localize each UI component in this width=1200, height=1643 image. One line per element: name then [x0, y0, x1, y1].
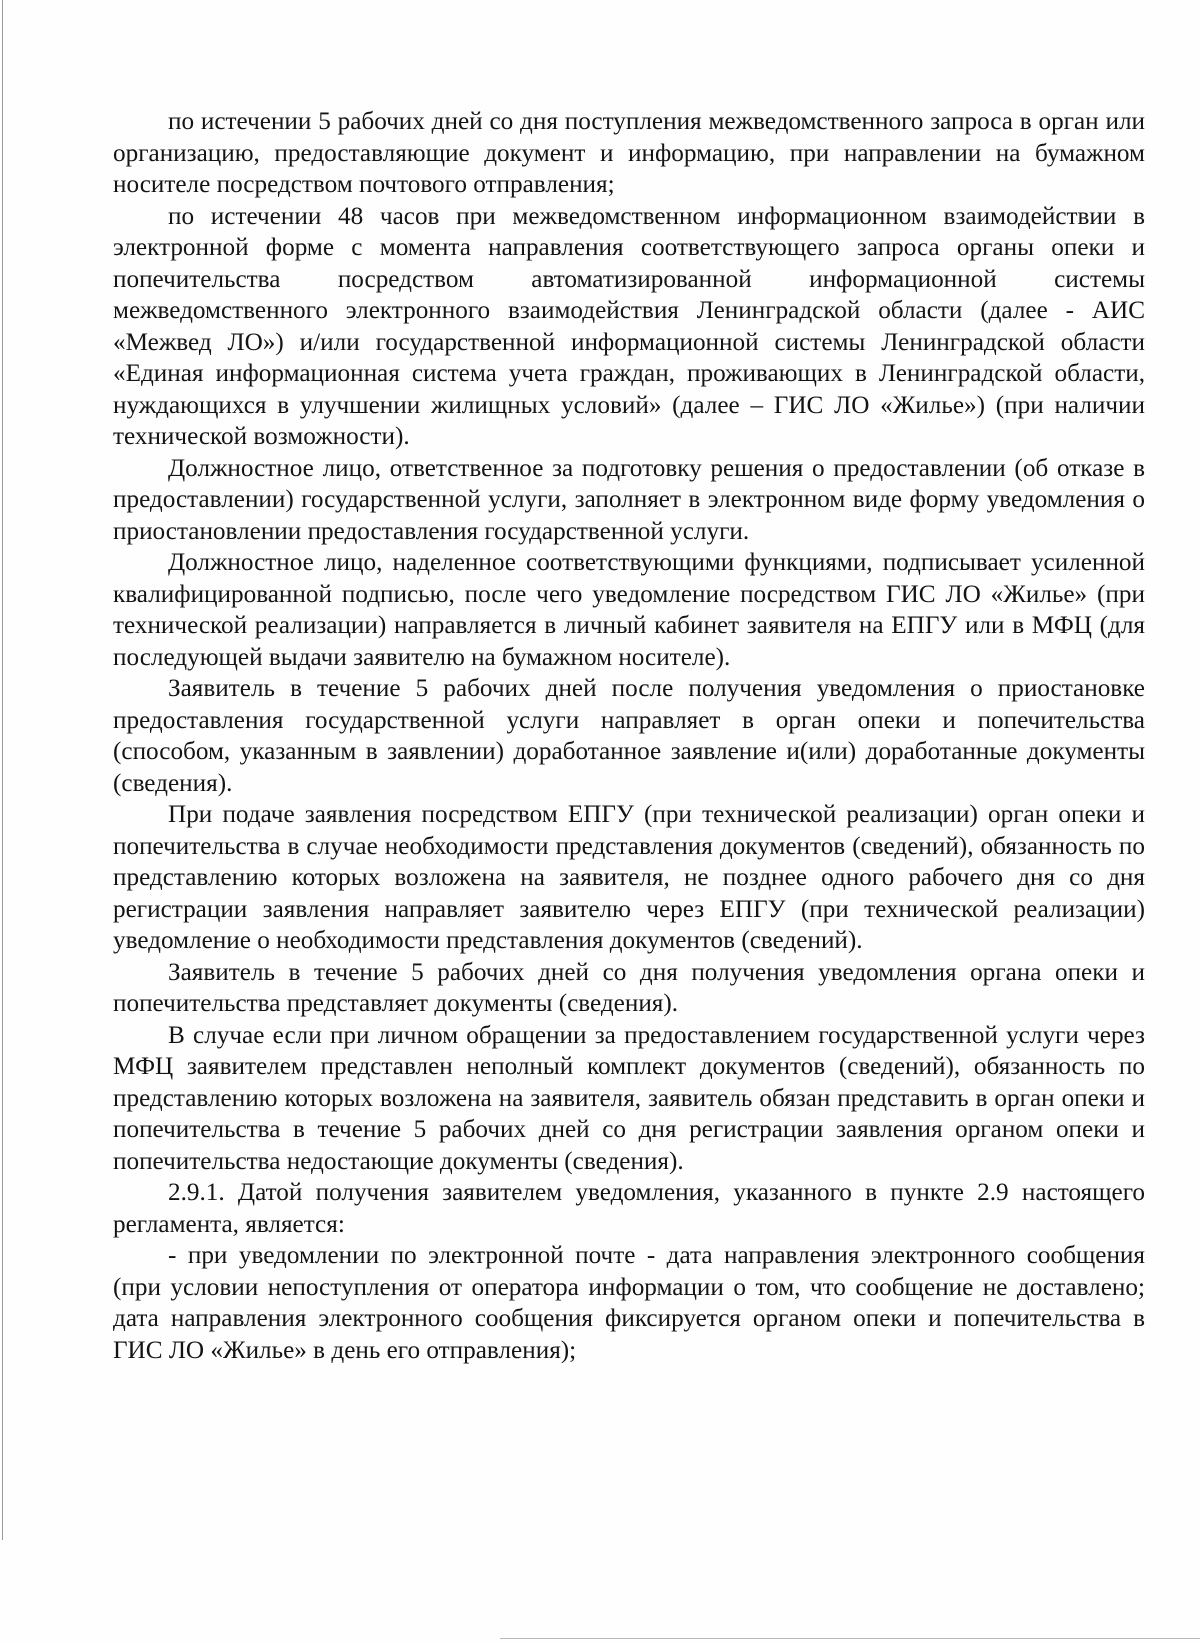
paragraph-section-2-9-1: 2.9.1. Датой получения заявителем уведомления, указанного в пункте 2.9 настоящего регламента, является: — [113, 1179, 1145, 1238]
paragraph: Заявитель в течение 5 рабочих дней со дня получения уведомления органа опеки и попечительства представляет документы (сведения). — [113, 958, 1145, 1017]
scan-left-edge — [2, 0, 3, 1540]
scan-bottom-edge — [500, 1638, 1200, 1639]
paragraph: Заявитель в течение 5 рабочих дней после получения уведомления о приостановке предоставления государственной услуги направляет в орган опеки и попечительства (способом, указанным в заявлении) доработанное заявление и(или) доработанные документы (сведения). — [113, 675, 1145, 797]
paragraph-list-item: - при уведомлении по электронной почте - дата направления электронного сообщения (при условии непоступления от оператора информации о том, что сообщение не доставлено; дата направления электронного сообщения фиксируется органом опеки и попечительства в ГИС ЛО «Жилье» в день его отправления); — [113, 1242, 1145, 1364]
document-body — [113, 106, 1145, 1366]
paragraph: В случае если при личном обращении за предоставлением государственной услуги через МФЦ заявителем представлен неполный комплект документов (сведений), обязанность по представлению которых возложена на заявителя, заявитель обязан представить в орган опеки и попечительства в течение 5 рабочих дней со дня регистрации заявления органом опеки и попечительства недостающие документы (сведения). — [113, 1021, 1145, 1175]
paragraph: При подаче заявления посредством ЕПГУ (при технической реализации) орган опеки и попечительства в случае необходимости представления документов (сведений), обязанность по представлению которых возложена на заявителя, не позднее одного рабочего дня со дня регистрации заявления направляет заявителю через ЕПГУ (при технической реализации) уведомление о необходимости представления документов (сведений). — [113, 801, 1145, 954]
paragraph: Должностное лицо, ответственное за подготовку решения о предоставлении (об отказе в предоставлении) государственной услуги, заполняет в электронном виде форму уведомления о приостановлении предоставления государственной услуги. — [113, 454, 1145, 545]
paragraph: по истечении 5 рабочих дней со дня поступления межведомственного запроса в орган или организацию, предоставляющие документ и информацию, при направлении на бумажном носителе посредством почтового отправления; — [113, 108, 1145, 198]
paragraph: по истечении 48 часов при межведомственном информационном взаимодействии в электронной форме с момента направления соответствующего запроса органы опеки и попечительства посредством автоматизированной информационной системы межведомственного электронного взаимодействия Ленинградской области (далее - АИС «Межвед ЛО») и/или государственной информационной системы Ленинградской области «Единая информационная система учета граждан, проживающих в Ленинградской области, нуждающихся в улучшении жилищных условий» (далее – ГИС ЛО «Жилье») (при наличии технической возможности). — [113, 202, 1145, 450]
paragraph: Должностное лицо, наделенное соответствующими функциями, подписывает усиленной квалифицированной подписью, после чего уведомление посредством ГИС ЛО «Жилье» (при технической реализации) направляется в личный кабинет заявителя на ЕПГУ или в МФЦ (для последующей выдачи заявителю на бумажном носителе). — [113, 549, 1145, 671]
